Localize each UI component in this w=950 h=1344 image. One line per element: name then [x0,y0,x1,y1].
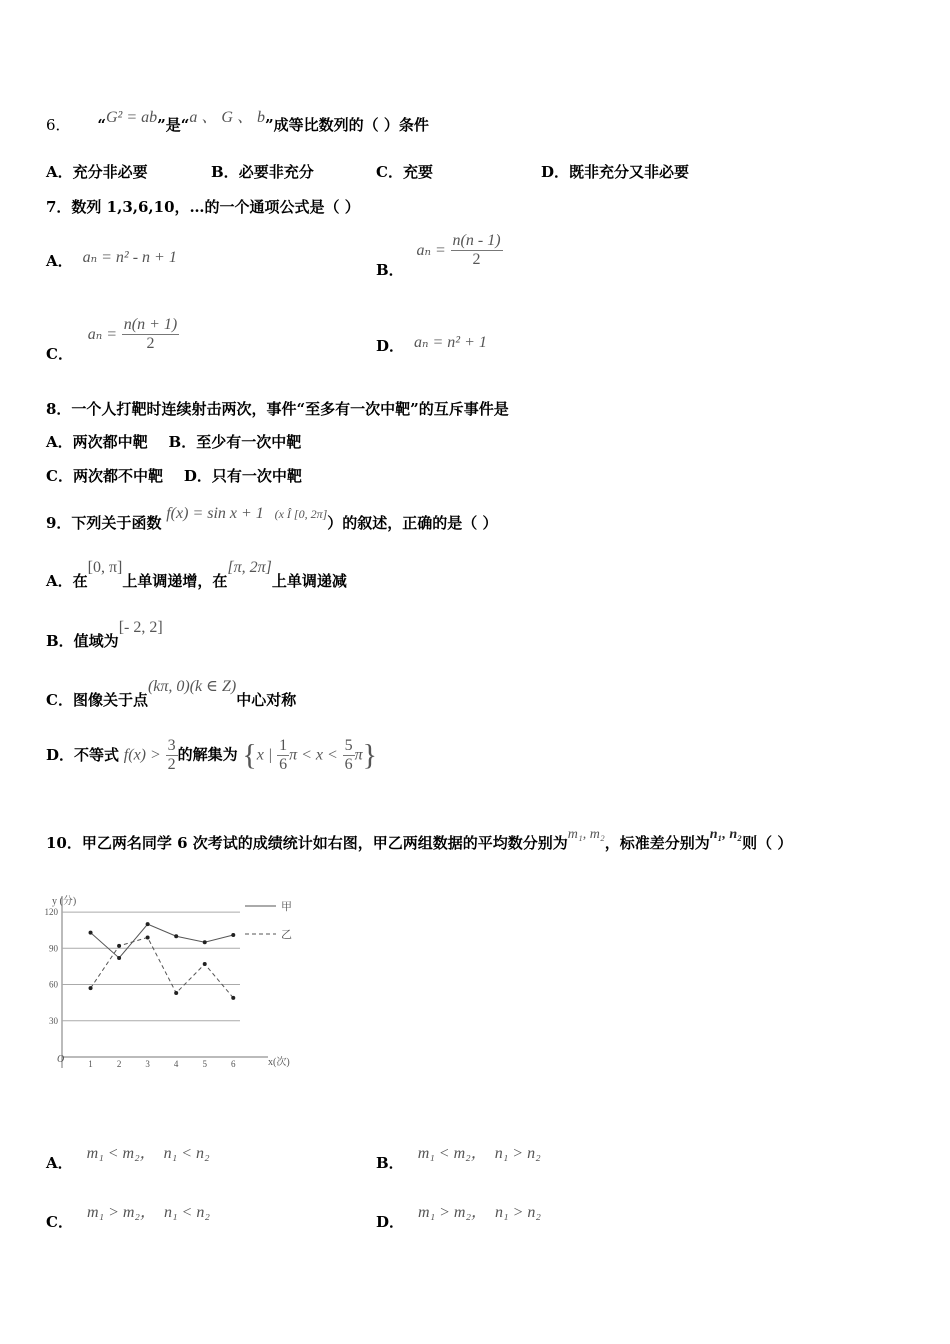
q7-stem: 7．数列 1,3,6,10，…的一个通项公式是（ ） [46,198,360,216]
q9-option-b: B．值域为[- 2, 2] [46,619,163,650]
q9-function: f(x) = sin x + 1 [166,505,264,522]
q7-b-fraction: $\frac{n(n - 1)}{2}$ [452,232,501,268]
q9-d-fraction: $\frac{3}{2}$ [167,737,176,773]
q10-option-d: D．m₁ > m₂， n₁ > n₂ [376,1204,541,1231]
q8-stem: 8．一个人打靶时连续射击两次，事件“至多有一次中靶”的互斥事件是 [46,400,509,418]
data-point-甲 [89,931,93,935]
series-line-乙 [91,937,234,997]
q7-d-expr: aₙ = n² + 1 [414,334,487,351]
q7-option-c: C． aₙ = $\frac{n(n + 1)}{2}$ [46,316,178,363]
q10-stem: 10．甲乙两名同学 6 次考试的成绩统计如右图，甲乙两组数据的平均数分别为m₁, m₂，标准差分别为n₁, n₂则（ ） [46,827,793,852]
data-point-甲 [117,956,121,960]
q6-number: 6． [46,116,71,134]
q10-option-a: A．m₁ < m₂， n₁ < n₂ [46,1145,210,1172]
x-tick-label: 1 [88,1059,93,1069]
q7-option-b: B． aₙ = $\frac{n(n - 1)}{2}$ [376,232,501,279]
q7-option-d: D． aₙ = n² + 1 [376,334,487,355]
x-tick-label: 2 [116,1059,122,1069]
data-point-乙 [117,944,121,948]
q9-option-a: A．在[0, π]上单调递增，在[π, 2π]上单调递减 [46,559,347,590]
x-tick-label: 4 [173,1059,179,1069]
q6-option-d: D．既非充分又非必要 [541,163,690,181]
q6-mid: 是 [165,116,181,134]
data-point-乙 [146,935,150,939]
q10-option-c: C．m₁ > m₂， n₁ < n₂ [46,1204,210,1231]
legend-label-甲: 甲 [281,901,292,913]
data-point-甲 [203,940,207,944]
q6-option-a: A．充分非必要 [46,163,148,181]
q6-tail: 成等比数列的（ ）条件 [273,116,429,134]
data-point-乙 [203,962,207,966]
x-tick-label: 6 [231,1059,236,1069]
q8-options-line2: C．两次都不中靶 D．只有一次中靶 [46,467,302,485]
x-tick-label: 3 [145,1059,150,1069]
q6-expr1: G² = ab [105,109,158,126]
x-axis-label: x(次) [268,1057,290,1068]
data-point-乙 [231,996,235,1000]
series-line-甲 [91,924,234,958]
y-tick-label: 90 [49,943,58,954]
q9-stem: 9．下列关于函数 f(x) = sin x + 1 (x Î [0, 2π]）的叙述，正确的是（ ） [46,505,498,532]
q7-c-fraction: $\frac{n(n + 1)}{2}$ [123,316,178,352]
q10-means: m₁, m₂ [567,827,605,842]
q10-option-b: B．m₁ < m₂， n₁ > n₂ [376,1145,541,1172]
x-tick-label: 5 [202,1059,207,1069]
q9-option-c: C．图像关于点(kπ, 0)(k ∈ Z)中心对称 [46,678,297,709]
q7-a-expr: aₙ = n² - n + 1 [82,249,177,266]
y-axis-label: y (分) [52,896,77,907]
q6-option-c: C．充要 [376,163,433,181]
data-point-甲 [146,922,150,926]
y-tick-label: 120 [44,907,58,918]
legend-label-乙: 乙 [281,929,292,941]
q6-expr2: a 、 G 、 b [189,109,265,126]
data-point-甲 [174,934,178,938]
data-point-甲 [231,933,235,937]
q6-line: 6． “G² = ab”是“a 、 G 、 b”成等比数列的（ ）条件 [46,109,429,134]
q7-option-a: A． aₙ = n² - n + 1 [46,249,177,270]
y-tick-label: 30 [49,1015,58,1026]
q9-domain: (x Î [0, 2π] [274,507,328,521]
data-point-乙 [89,986,93,990]
q6-option-b: B．必要非充分 [211,163,314,181]
data-point-乙 [174,991,178,995]
y-tick-label: 60 [49,979,58,990]
score-line-chart [40,890,310,1080]
q9-option-d: D．不等式 f(x) > $\frac{3}{2}$ 的解集为 {x | $\frac{1}{6}$ π < x < $\frac{5}{6}$ π} [46,737,377,773]
q10-stddevs: n₁, n₂ [709,827,743,842]
origin-label: O [57,1054,65,1065]
q8-options-line1: A．两次都中靶 B．至少有一次中靶 [46,433,302,451]
